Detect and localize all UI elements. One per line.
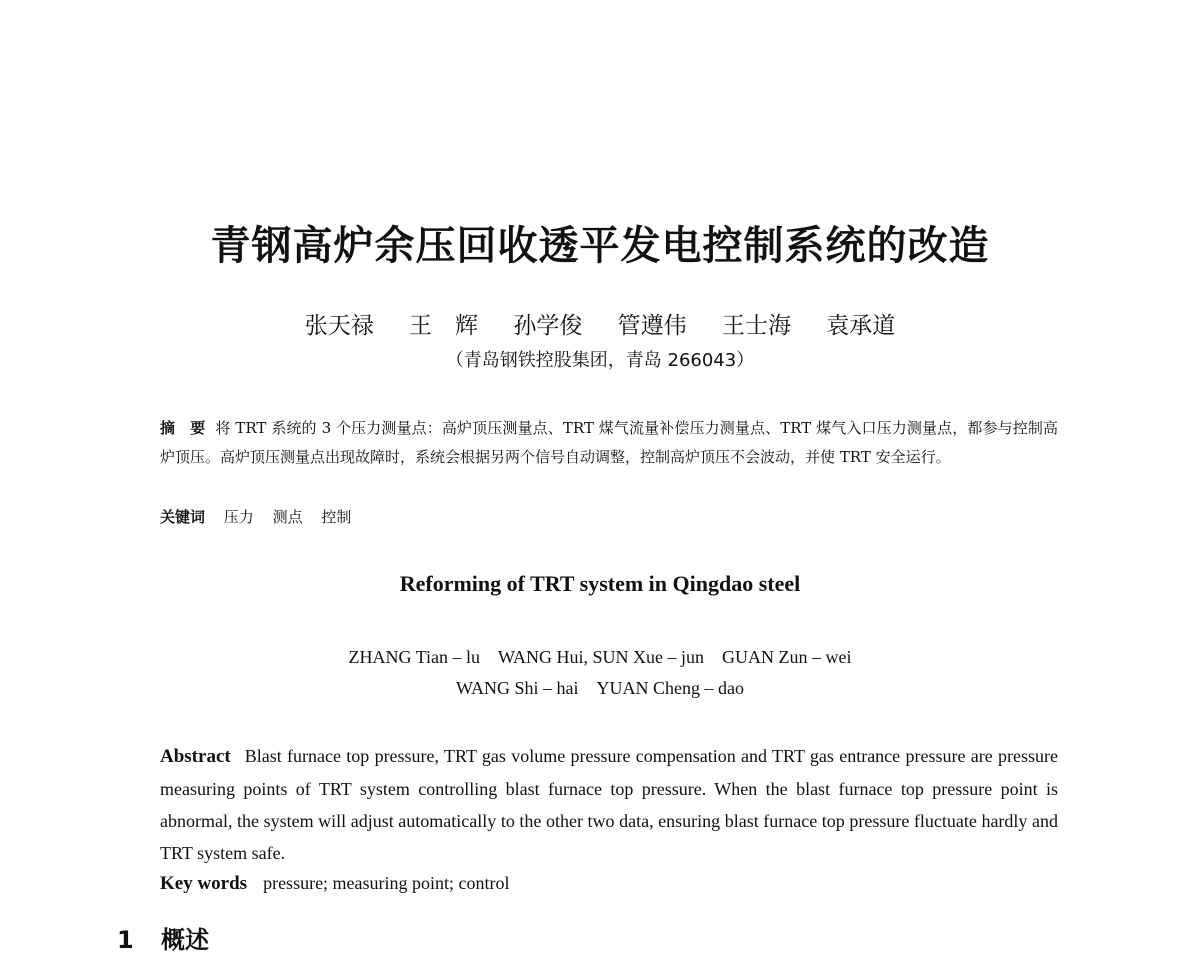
author-cn: 王 辉 [409,313,479,339]
keywords-en [160,868,510,899]
abstract-en-label: Abstract [160,746,231,767]
section-number: 1 [117,926,134,954]
author-cn: 管遵伟 [617,313,687,339]
paper-title-en: Reforming of TRT system in Qingdao steel [399,571,801,596]
keywords-cn-label: 关键词 [160,508,206,526]
author-cn: 袁承道 [826,313,896,339]
authors-en [0,642,1200,704]
keyword-cn: 测点 [272,508,303,526]
abstract-en-text: Blast furnace top pressure, TRT gas volume pressure compensation and TRT gas entrance pressure are pressure measuring points of TRT system controlling blast furnace top pressure. When the blast furnace top pressure point is abnormal, the system will adjust automatically to the other two data, ensuring blast furnace top pressure fluctuate hardly and TRT system safe. [160,746,1058,863]
keywords-en-text: pressure; measuring point; control [263,873,510,893]
authors-en-line: WANG Shi – hai YUAN Cheng – dao [456,678,744,698]
section-title: 概述 [161,926,209,954]
authors-cn [0,310,1200,342]
keywords-en-label: Key words [160,873,248,894]
section-heading [117,924,209,956]
author-cn: 王士海 [721,313,791,339]
author-cn: 孙学俊 [513,313,583,339]
keyword-cn: 控制 [321,508,352,526]
abstract-cn-text: 将 TRT 系统的 3 个压力测量点：高炉顶压测量点、TRT 煤气流量补偿压力测量点、TRT 煤气入口压力测量点，都参与控制高炉顶压。高炉顶压测量点出现故障时，系统会根据另两个信号自动调整，控制高炉顶压不会波动，并使 TRT 安全运行。 [160,419,1058,466]
keyword-cn: 压力 [223,508,254,526]
abstract-en [160,740,1058,869]
author-cn: 张天禄 [304,313,374,339]
affiliation-cn: （青岛钢铁控股集团，青岛 266043） [445,350,755,371]
keywords-cn [160,503,365,531]
paper-title: 青钢高炉余压回收透平发电控制系统的改造 [210,223,990,269]
abstract-cn [160,414,1058,472]
authors-en-line: ZHANG Tian – lu WANG Hui, SUN Xue – jun GUAN Zun – wei [348,647,852,667]
abstract-cn-label: 摘 要 [160,419,206,437]
